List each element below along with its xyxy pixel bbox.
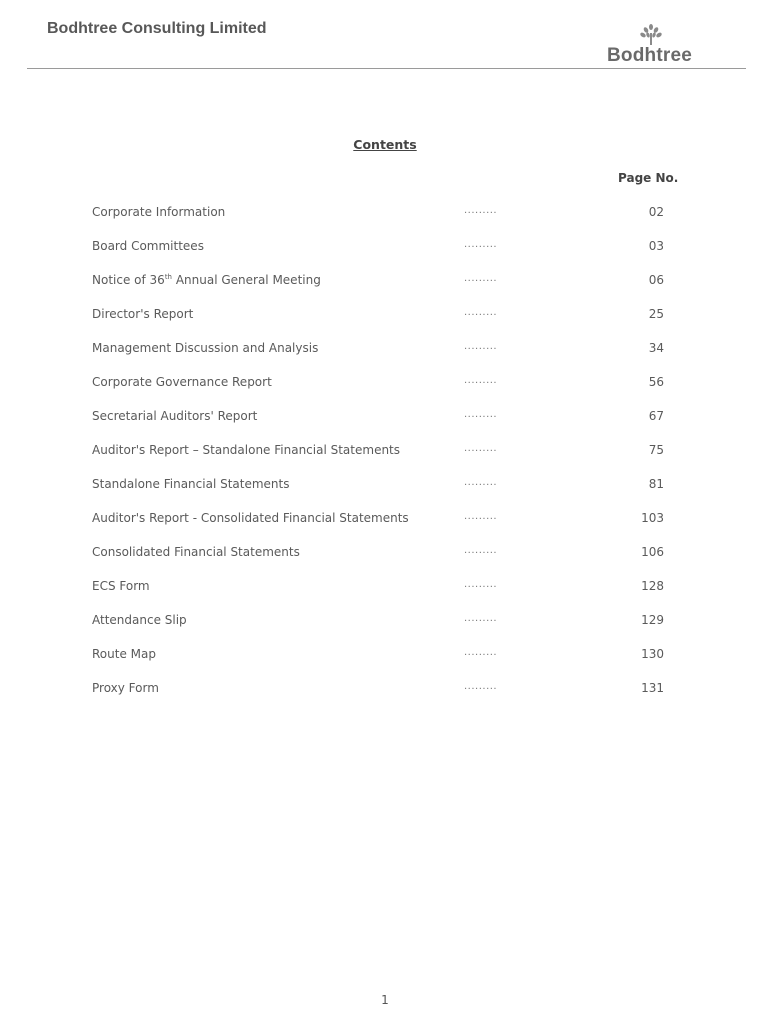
toc-item-title: ECS Form bbox=[92, 579, 150, 593]
toc-row bbox=[0, 477, 770, 497]
toc-leader-dots: ......... bbox=[464, 647, 498, 658]
toc-item-page: 34 bbox=[648, 341, 664, 355]
company-name: Bodhtree Consulting Limited bbox=[47, 20, 267, 37]
tree-icon bbox=[638, 23, 664, 49]
toc-item-title: Director's Report bbox=[92, 307, 194, 321]
toc-item-page: 02 bbox=[648, 205, 664, 219]
toc-leader-dots: ......... bbox=[464, 613, 498, 624]
toc-leader-dots: ......... bbox=[464, 409, 498, 420]
toc-row bbox=[0, 239, 770, 259]
toc-item-page: 131 bbox=[641, 681, 664, 695]
toc-item-title: Corporate Information bbox=[92, 205, 226, 219]
toc-item-title-post: Annual General Meeting bbox=[172, 273, 321, 287]
page-no-header: Page No. bbox=[618, 171, 679, 185]
toc-item-page: 128 bbox=[641, 579, 664, 593]
toc-leader-dots: ......... bbox=[464, 307, 498, 318]
toc-item-page: 130 bbox=[641, 647, 664, 661]
toc-item-title-pre: Notice of 36 bbox=[92, 273, 165, 287]
toc-item-page: 129 bbox=[641, 613, 664, 627]
toc-item-title: Consolidated Financial Statements bbox=[92, 545, 300, 559]
toc-item-page: 25 bbox=[648, 307, 664, 321]
toc-item-title bbox=[92, 273, 321, 287]
toc-row bbox=[0, 341, 770, 361]
toc-leader-dots: ......... bbox=[464, 341, 498, 352]
toc-row bbox=[0, 647, 770, 667]
toc-item-page: 06 bbox=[648, 273, 664, 287]
logo-text-mid: dh bbox=[632, 45, 657, 66]
page-number: 1 bbox=[381, 993, 389, 1007]
toc-item-page: 106 bbox=[641, 545, 664, 559]
contents-title-text: Contents bbox=[353, 137, 417, 152]
toc-leader-dots: ......... bbox=[464, 511, 498, 522]
toc-item-page: 81 bbox=[648, 477, 664, 491]
toc-row bbox=[0, 443, 770, 463]
toc-row bbox=[0, 613, 770, 633]
toc-row bbox=[0, 307, 770, 327]
toc-leader-dots: ......... bbox=[464, 375, 498, 386]
toc-row bbox=[0, 273, 770, 293]
toc-item-title: Management Discussion and Analysis bbox=[92, 341, 319, 355]
toc-leader-dots: ......... bbox=[464, 205, 498, 216]
toc-row bbox=[0, 681, 770, 701]
logo-text-end: tree bbox=[656, 45, 693, 66]
toc-leader-dots: ......... bbox=[464, 443, 498, 454]
toc-item-title: Board Committees bbox=[92, 239, 204, 253]
toc-item-page: 56 bbox=[648, 375, 664, 389]
toc-leader-dots: ......... bbox=[464, 579, 498, 590]
toc-item-title: Auditor's Report – Standalone Financial Statements bbox=[92, 443, 401, 457]
toc-item-title: Secretarial Auditors' Report bbox=[92, 409, 258, 423]
toc-item-title: Route Map bbox=[92, 647, 156, 661]
toc-item-page: 103 bbox=[641, 511, 664, 525]
toc-row bbox=[0, 409, 770, 429]
toc-row bbox=[0, 511, 770, 531]
toc-item-title: Standalone Financial Statements bbox=[92, 477, 290, 491]
contents-title bbox=[0, 137, 770, 152]
toc-row bbox=[0, 545, 770, 565]
toc-leader-dots: ......... bbox=[464, 273, 498, 284]
toc-leader-dots: ......... bbox=[464, 239, 498, 250]
toc-leader-dots: ......... bbox=[464, 477, 498, 488]
logo-text-start: Bo bbox=[607, 45, 633, 66]
toc-item-title-sup: th bbox=[164, 273, 172, 281]
toc-row bbox=[0, 579, 770, 599]
toc-item-title: Corporate Governance Report bbox=[92, 375, 272, 389]
toc-row bbox=[0, 205, 770, 225]
toc-item-page: 75 bbox=[648, 443, 664, 457]
toc-row bbox=[0, 375, 770, 395]
toc-item-title: Auditor's Report - Consolidated Financial Statements bbox=[92, 511, 409, 525]
toc-leader-dots: ......... bbox=[464, 681, 498, 692]
toc-item-page: 03 bbox=[648, 239, 664, 253]
toc-item-title: Attendance Slip bbox=[92, 613, 187, 627]
toc-item-page: 67 bbox=[648, 409, 664, 423]
toc-leader-dots: ......... bbox=[464, 545, 498, 556]
toc-item-title: Proxy Form bbox=[92, 681, 159, 695]
